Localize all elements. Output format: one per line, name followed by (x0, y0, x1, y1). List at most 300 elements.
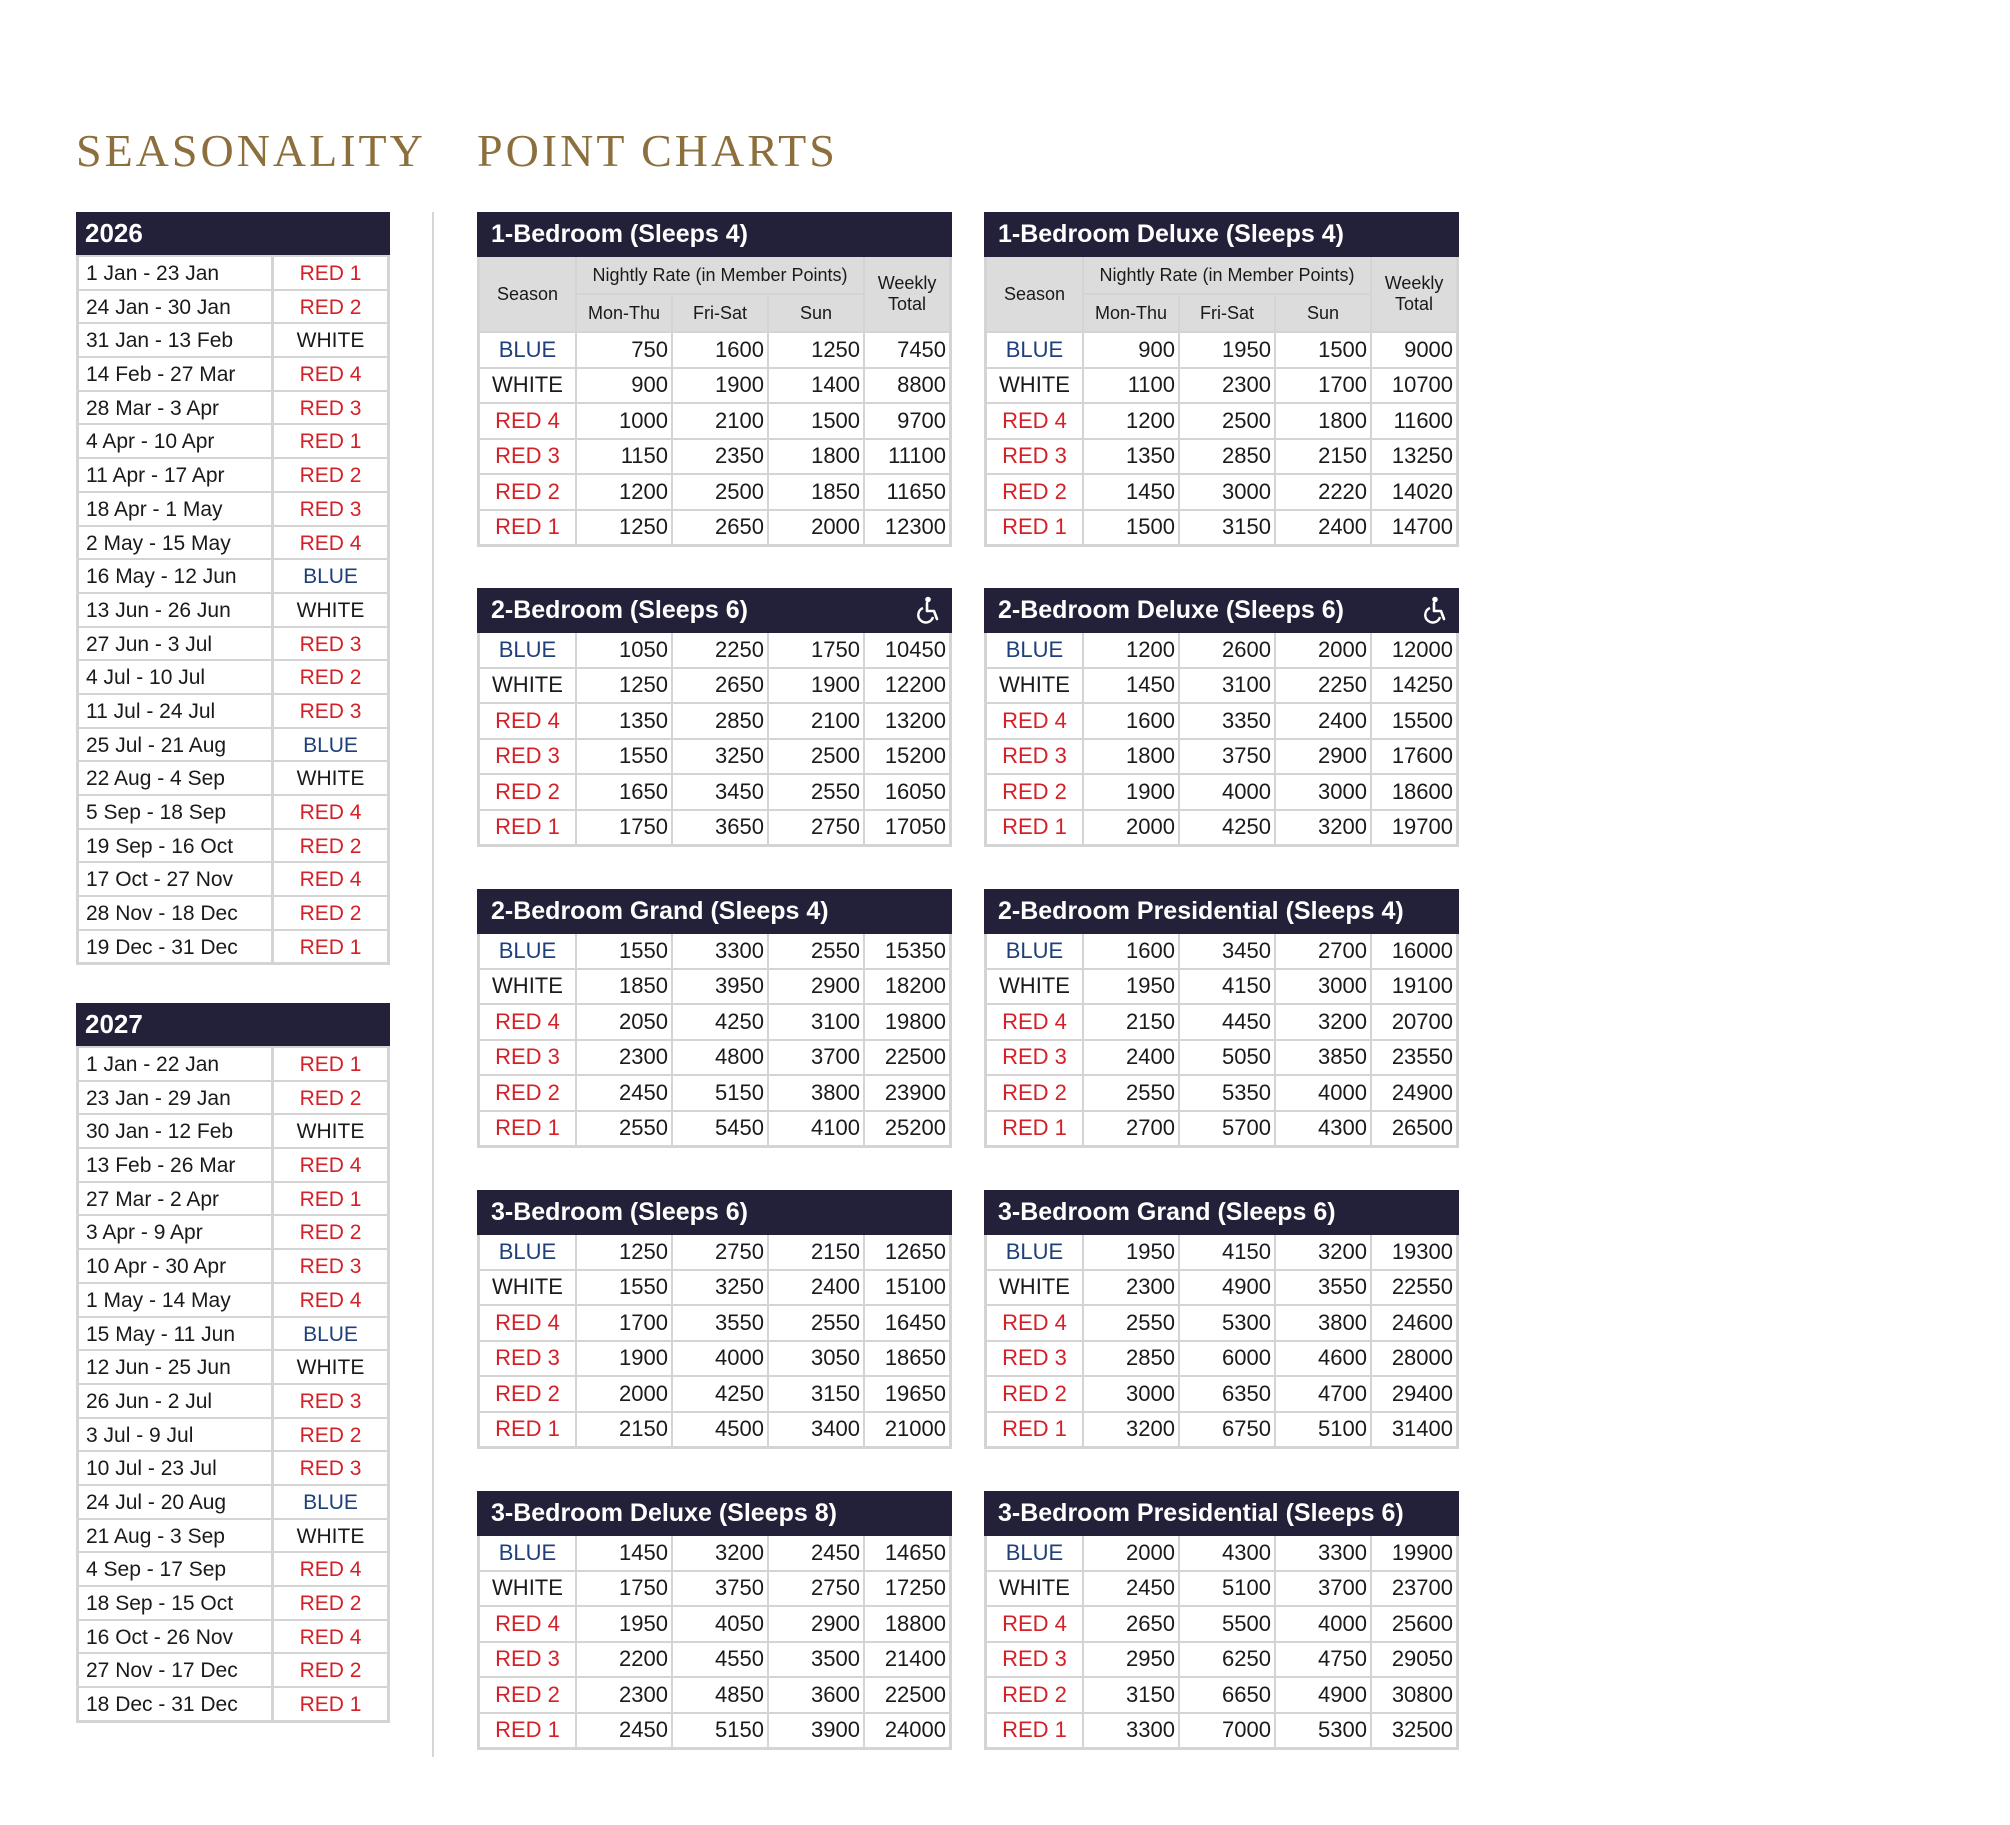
weekly-total-points: 18650 (864, 1341, 949, 1377)
season-label: WHITE (296, 767, 365, 791)
weekly-total-points: 23550 (1371, 1040, 1456, 1076)
fri-sat-points: 2850 (1179, 439, 1275, 475)
weekly-total-points: 10700 (1371, 368, 1456, 404)
sun-points: 2000 (1275, 633, 1371, 668)
mon-thu-points: 2000 (576, 1376, 672, 1412)
weekly-total-points: 17600 (1371, 739, 1456, 775)
chart-row (987, 1376, 1456, 1412)
wheelchair-icon (912, 595, 942, 625)
mon-thu-points: 1100 (1083, 368, 1179, 404)
season-label: WHITE (296, 1120, 365, 1144)
seasonality-year-header: 2026 (76, 212, 390, 255)
column-header-fri-sat: Fri-Sat (1179, 294, 1275, 332)
chart-title: 3-Bedroom Grand (Sleeps 6) (984, 1190, 1459, 1235)
fri-sat-points: 1950 (1179, 332, 1275, 368)
weekly-total-points: 16000 (1371, 934, 1456, 969)
weekly-total-points: 19700 (1371, 810, 1456, 845)
seasonality-row (79, 1181, 387, 1215)
date-range: 16 May - 12 Jun (79, 560, 274, 592)
date-range: 30 Jan - 12 Feb (79, 1115, 274, 1147)
season-cell: BLUE (480, 1235, 576, 1270)
fri-sat-points: 2750 (672, 1235, 768, 1270)
fri-sat-points: 4900 (1179, 1270, 1275, 1306)
seasonality-row (79, 592, 387, 626)
mon-thu-points: 3300 (1083, 1713, 1179, 1748)
sun-points: 3300 (1275, 1536, 1371, 1571)
mon-thu-points: 2150 (576, 1412, 672, 1447)
chart-row (480, 1341, 949, 1377)
date-range: 26 Jun - 2 Jul (79, 1385, 274, 1417)
season-label: RED 2 (299, 1423, 362, 1447)
point-chart (477, 1190, 952, 1449)
mon-thu-points: 3150 (1083, 1677, 1179, 1713)
mon-thu-points: 1000 (576, 403, 672, 439)
season-cell: BLUE (987, 332, 1083, 368)
season-cell: RED 1 (987, 810, 1083, 845)
season-label: RED 3 (299, 1457, 362, 1481)
fri-sat-points: 4000 (1179, 774, 1275, 810)
season-cell: RED 4 (987, 1004, 1083, 1040)
mon-thu-points: 1450 (576, 1536, 672, 1571)
season-cell: RED 3 (987, 1642, 1083, 1678)
sun-points: 4900 (1275, 1677, 1371, 1713)
date-range: 13 Jun - 26 Jun (79, 594, 274, 626)
season-label: RED 3 (299, 396, 362, 420)
fri-sat-points: 4450 (1179, 1004, 1275, 1040)
fri-sat-points: 3650 (672, 810, 768, 845)
season-cell: RED 2 (987, 1376, 1083, 1412)
chart-row (480, 1305, 949, 1341)
chart-row (987, 1677, 1456, 1713)
chart-row (987, 1412, 1456, 1447)
season-cell: RED 4 (480, 403, 576, 439)
date-range: 1 Jan - 23 Jan (79, 257, 274, 289)
season-cell: RED 4 (987, 1305, 1083, 1341)
mon-thu-points: 1600 (1083, 703, 1179, 739)
season-label: RED 2 (299, 1221, 362, 1245)
season-label: BLUE (303, 1490, 358, 1514)
mon-thu-points: 1950 (1083, 1235, 1179, 1270)
fri-sat-points: 4850 (672, 1677, 768, 1713)
points-table (987, 257, 1456, 544)
weekly-total-points: 24900 (1371, 1075, 1456, 1111)
sun-points: 2750 (768, 1571, 864, 1607)
fri-sat-points: 4050 (672, 1606, 768, 1642)
mon-thu-points: 2450 (576, 1075, 672, 1111)
seasonality-row (79, 895, 387, 929)
sun-points: 3150 (768, 1376, 864, 1412)
season-cell: RED 2 (480, 1677, 576, 1713)
chart-row (987, 934, 1456, 969)
chart-title: 3-Bedroom Deluxe (Sleeps 8) (477, 1491, 952, 1536)
chart-row (480, 934, 949, 969)
weekly-total-points: 24000 (864, 1713, 949, 1748)
fri-sat-points: 5150 (672, 1075, 768, 1111)
sun-points: 4300 (1275, 1111, 1371, 1146)
season-cell: RED 3 (480, 1040, 576, 1076)
fri-sat-points: 2850 (672, 703, 768, 739)
chart-row (987, 1235, 1456, 1270)
sun-points: 5100 (1275, 1412, 1371, 1447)
season-cell: RED 3 (987, 439, 1083, 475)
points-table (987, 1536, 1456, 1747)
chart-row (480, 668, 949, 704)
point-chart (984, 889, 1459, 1148)
season-label: RED 1 (299, 1053, 362, 1076)
date-range: 27 Mar - 2 Apr (79, 1183, 274, 1215)
sun-points: 2550 (768, 934, 864, 969)
fri-sat-points: 3000 (1179, 474, 1275, 510)
weekly-total-points: 15200 (864, 739, 949, 775)
date-range: 3 Apr - 9 Apr (79, 1216, 274, 1248)
weekly-total-points: 13200 (864, 703, 949, 739)
chart-title: 3-Bedroom (Sleeps 6) (477, 1190, 952, 1235)
season-cell: WHITE (987, 368, 1083, 404)
season-cell: WHITE (480, 368, 576, 404)
chart-row (480, 1111, 949, 1146)
season-label: RED 4 (299, 1154, 362, 1178)
fri-sat-points: 2650 (672, 668, 768, 704)
weekly-total-points: 26500 (1371, 1111, 1456, 1146)
date-range: 2 May - 15 May (79, 527, 274, 559)
season-cell: RED 1 (480, 1713, 576, 1748)
seasonality-row (79, 1316, 387, 1350)
season-cell: WHITE (480, 1270, 576, 1306)
sun-points: 3000 (1275, 774, 1371, 810)
chart-row (480, 1606, 949, 1642)
fri-sat-points: 4500 (672, 1412, 768, 1447)
fri-sat-points: 2650 (672, 510, 768, 545)
season-cell: RED 4 (480, 1606, 576, 1642)
seasonality-row (79, 626, 387, 660)
points-table (480, 934, 949, 1145)
seasonality-row (79, 558, 387, 592)
mon-thu-points: 750 (576, 332, 672, 368)
column-header-nightly-rate: Nightly Rate (in Member Points) (576, 257, 864, 294)
fri-sat-points: 3450 (1179, 934, 1275, 969)
mon-thu-points: 1600 (1083, 934, 1179, 969)
weekly-total-points: 22550 (1371, 1270, 1456, 1306)
season-label: RED 4 (299, 868, 362, 892)
chart-row (987, 439, 1456, 475)
vertical-divider (432, 212, 434, 1757)
chart-row (480, 1040, 949, 1076)
weekly-total-points: 16450 (864, 1305, 949, 1341)
point-chart (477, 588, 952, 847)
weekly-total-points: 19100 (1371, 969, 1456, 1005)
fri-sat-points: 3350 (1179, 703, 1275, 739)
seasonality-row (79, 356, 387, 390)
weekly-total-points: 23900 (864, 1075, 949, 1111)
mon-thu-points: 2450 (1083, 1571, 1179, 1607)
season-label: RED 3 (299, 497, 362, 521)
chart-row (480, 1004, 949, 1040)
sun-points: 3850 (1275, 1040, 1371, 1076)
weekly-total-points: 20700 (1371, 1004, 1456, 1040)
mon-thu-points: 2450 (576, 1713, 672, 1748)
weekly-total-points: 13250 (1371, 439, 1456, 475)
weekly-total-points: 15500 (1371, 703, 1456, 739)
weekly-total-points: 22500 (864, 1677, 949, 1713)
seasonality-row (79, 255, 387, 289)
weekly-total-points: 30800 (1371, 1677, 1456, 1713)
fri-sat-points: 2100 (672, 403, 768, 439)
seasonality-row (79, 1349, 387, 1383)
sun-points: 2750 (768, 810, 864, 845)
weekly-total-points: 23700 (1371, 1571, 1456, 1607)
chart-row (480, 1713, 949, 1748)
weekly-total-points: 17250 (864, 1571, 949, 1607)
season-cell: RED 2 (480, 1376, 576, 1412)
column-header-fri-sat: Fri-Sat (672, 294, 768, 332)
sun-points: 3700 (768, 1040, 864, 1076)
weekly-total-points: 8800 (864, 368, 949, 404)
fri-sat-points: 3250 (672, 739, 768, 775)
points-table (987, 934, 1456, 1145)
fri-sat-points: 6000 (1179, 1341, 1275, 1377)
sun-points: 4700 (1275, 1376, 1371, 1412)
fri-sat-points: 2350 (672, 439, 768, 475)
fri-sat-points: 4550 (672, 1642, 768, 1678)
season-label: RED 1 (299, 430, 362, 454)
fri-sat-points: 3450 (672, 774, 768, 810)
season-label: RED 2 (299, 666, 362, 690)
fri-sat-points: 4150 (1179, 969, 1275, 1005)
fri-sat-points: 4250 (672, 1004, 768, 1040)
date-range: 5 Sep - 18 Sep (79, 796, 274, 828)
mon-thu-points: 1200 (576, 474, 672, 510)
mon-thu-points: 1750 (576, 1571, 672, 1607)
date-range: 10 Apr - 30 Apr (79, 1250, 274, 1282)
sun-points: 3800 (1275, 1305, 1371, 1341)
weekly-total-points: 12650 (864, 1235, 949, 1270)
seasonality-row (79, 828, 387, 862)
sun-points: 2550 (768, 774, 864, 810)
weekly-total-points: 25200 (864, 1111, 949, 1146)
mon-thu-points: 1900 (1083, 774, 1179, 810)
date-range: 23 Jan - 29 Jan (79, 1082, 274, 1114)
season-cell: RED 3 (480, 1642, 576, 1678)
sun-points: 1250 (768, 332, 864, 368)
points-table (480, 633, 949, 844)
column-header-sun: Sun (1275, 294, 1371, 332)
seasonality-row (79, 322, 387, 356)
chart-row (987, 368, 1456, 404)
chart-row (987, 1571, 1456, 1607)
fri-sat-points: 7000 (1179, 1713, 1275, 1748)
mon-thu-points: 1550 (576, 1270, 672, 1306)
sun-points: 3400 (768, 1412, 864, 1447)
fri-sat-points: 5350 (1179, 1075, 1275, 1111)
date-range: 14 Feb - 27 Mar (79, 358, 274, 390)
fri-sat-points: 5450 (672, 1111, 768, 1146)
season-cell: WHITE (987, 668, 1083, 704)
mon-thu-points: 2550 (1083, 1305, 1179, 1341)
mon-thu-points: 1450 (1083, 668, 1179, 704)
chart-row (987, 1270, 1456, 1306)
sun-points: 3600 (768, 1677, 864, 1713)
chart-row (987, 1536, 1456, 1571)
sun-points: 3800 (768, 1075, 864, 1111)
chart-row (987, 1341, 1456, 1377)
weekly-total-points: 17050 (864, 810, 949, 845)
season-label: RED 2 (299, 1659, 362, 1683)
date-range: 4 Apr - 10 Apr (79, 425, 274, 457)
mon-thu-points: 2300 (576, 1040, 672, 1076)
season-cell: WHITE (987, 1571, 1083, 1607)
season-cell: RED 3 (987, 739, 1083, 775)
mon-thu-points: 2000 (1083, 1536, 1179, 1571)
mon-thu-points: 1700 (576, 1305, 672, 1341)
season-cell: BLUE (480, 633, 576, 668)
seasonality-row (79, 1113, 387, 1147)
seasonality-row (79, 1585, 387, 1619)
point-chart (477, 212, 952, 547)
point-chart (984, 1491, 1459, 1750)
mon-thu-points: 2300 (1083, 1270, 1179, 1306)
chart-row (987, 1040, 1456, 1076)
weekly-total-points: 9000 (1371, 332, 1456, 368)
fri-sat-points: 2500 (1179, 403, 1275, 439)
date-range: 28 Nov - 18 Dec (79, 897, 274, 929)
chart-row (480, 1376, 949, 1412)
chart-row (987, 739, 1456, 775)
seasonality-row (79, 390, 387, 424)
season-label: RED 3 (299, 632, 362, 656)
point-charts-heading: POINT CHARTS (477, 125, 838, 176)
fri-sat-points: 6750 (1179, 1412, 1275, 1447)
fri-sat-points: 3950 (672, 969, 768, 1005)
seasonality-row (79, 1652, 387, 1686)
fri-sat-points: 1900 (672, 368, 768, 404)
date-range: 17 Oct - 27 Nov (79, 863, 274, 895)
chart-row (480, 332, 949, 368)
sun-points: 3200 (1275, 810, 1371, 845)
chart-title: 1-Bedroom (Sleeps 4) (477, 212, 952, 257)
mon-thu-points: 1450 (1083, 474, 1179, 510)
chart-row (480, 1075, 949, 1111)
season-cell: RED 2 (987, 1075, 1083, 1111)
point-chart (984, 1190, 1459, 1449)
wheelchair-icon (1419, 595, 1449, 625)
weekly-total-points: 16050 (864, 774, 949, 810)
mon-thu-points: 2850 (1083, 1341, 1179, 1377)
column-header-mon-thu: Mon-Thu (1083, 294, 1179, 332)
chart-row (987, 1111, 1456, 1146)
season-cell: RED 2 (987, 474, 1083, 510)
weekly-total-points: 21400 (864, 1642, 949, 1678)
weekly-total-points: 19650 (864, 1376, 949, 1412)
mon-thu-points: 2550 (1083, 1075, 1179, 1111)
chart-row (480, 1270, 949, 1306)
mon-thu-points: 2300 (576, 1677, 672, 1713)
sun-points: 3100 (768, 1004, 864, 1040)
seasonality-table-2026 (76, 212, 390, 965)
sun-points: 2250 (1275, 668, 1371, 704)
seasonality-row (79, 1619, 387, 1653)
weekly-total-points: 14700 (1371, 510, 1456, 545)
sun-points: 2400 (768, 1270, 864, 1306)
season-cell: RED 1 (987, 1111, 1083, 1146)
mon-thu-points: 2000 (1083, 810, 1179, 845)
fri-sat-points: 2300 (1179, 368, 1275, 404)
seasonality-row (79, 1383, 387, 1417)
weekly-total-points: 14020 (1371, 474, 1456, 510)
sun-points: 4000 (1275, 1606, 1371, 1642)
chart-row (987, 810, 1456, 845)
weekly-total-points: 31400 (1371, 1412, 1456, 1447)
seasonality-row (79, 423, 387, 457)
mon-thu-points: 1200 (1083, 403, 1179, 439)
sun-points: 3700 (1275, 1571, 1371, 1607)
sun-points: 1500 (768, 403, 864, 439)
mon-thu-points: 1200 (1083, 633, 1179, 668)
fri-sat-points: 3750 (672, 1571, 768, 1607)
fri-sat-points: 3150 (1179, 510, 1275, 545)
mon-thu-points: 900 (576, 368, 672, 404)
date-range: 24 Jan - 30 Jan (79, 291, 274, 323)
chart-row (987, 1642, 1456, 1678)
column-header-weekly-total: Weekly Total (1371, 257, 1456, 332)
season-label: RED 4 (299, 363, 362, 387)
weekly-total-points: 22500 (864, 1040, 949, 1076)
season-cell: BLUE (480, 934, 576, 969)
season-label: RED 2 (299, 295, 362, 319)
season-cell: RED 1 (987, 1713, 1083, 1748)
season-cell: RED 2 (480, 774, 576, 810)
seasonality-row (79, 1080, 387, 1114)
seasonality-row (79, 1484, 387, 1518)
chart-row (480, 510, 949, 545)
season-label: RED 1 (299, 1187, 362, 1211)
mon-thu-points: 1900 (576, 1341, 672, 1377)
fri-sat-points: 3100 (1179, 668, 1275, 704)
points-table (480, 1235, 949, 1446)
season-cell: RED 1 (987, 1412, 1083, 1447)
sun-points: 2220 (1275, 474, 1371, 510)
weekly-total-points: 21000 (864, 1412, 949, 1447)
mon-thu-points: 1950 (576, 1606, 672, 1642)
weekly-total-points: 15350 (864, 934, 949, 969)
sun-points: 3050 (768, 1341, 864, 1377)
weekly-total-points: 11600 (1371, 403, 1456, 439)
sun-points: 1800 (1275, 403, 1371, 439)
date-range: 31 Jan - 13 Feb (79, 324, 274, 356)
fri-sat-points: 6350 (1179, 1376, 1275, 1412)
point-chart (477, 889, 952, 1148)
mon-thu-points: 1250 (576, 1235, 672, 1270)
season-cell: RED 4 (987, 403, 1083, 439)
season-label: RED 2 (299, 1592, 362, 1615)
mon-thu-points: 2700 (1083, 1111, 1179, 1146)
sun-points: 1900 (768, 668, 864, 704)
chart-title: 1-Bedroom Deluxe (Sleeps 4) (984, 212, 1459, 257)
seasonality-row (79, 1282, 387, 1316)
season-label: BLUE (303, 1322, 358, 1346)
column-header-season: Season (480, 257, 576, 332)
seasonality-row (79, 289, 387, 323)
sun-points: 2100 (768, 703, 864, 739)
fri-sat-points: 4150 (1179, 1235, 1275, 1270)
chart-row (987, 332, 1456, 368)
season-label: RED 3 (299, 1255, 362, 1279)
seasonality-row (79, 1417, 387, 1451)
chart-title: 2-Bedroom (Sleeps 6) (477, 588, 952, 633)
season-cell: BLUE (987, 1235, 1083, 1270)
chart-row (987, 633, 1456, 668)
sun-points: 1400 (768, 368, 864, 404)
date-range: 1 May - 14 May (79, 1284, 274, 1316)
